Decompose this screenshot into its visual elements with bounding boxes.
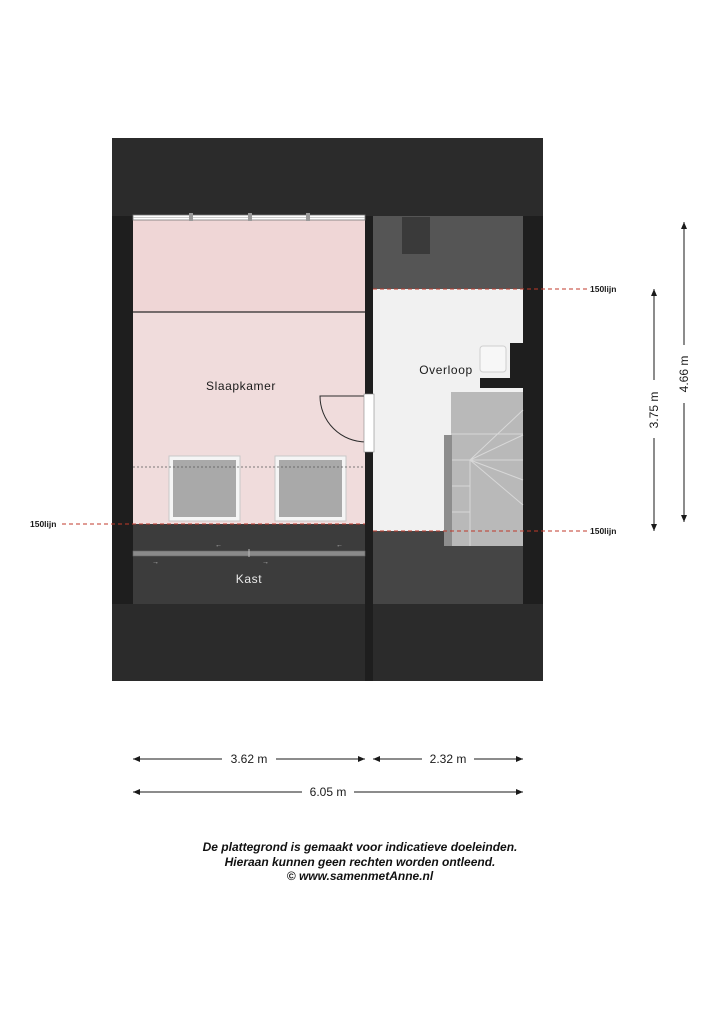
landing-step xyxy=(480,378,523,388)
dimension-width-left xyxy=(133,752,365,766)
dimension-width-total xyxy=(133,785,523,799)
svg-text:←: ← xyxy=(336,542,343,549)
disclaimer-line-1: De plattegrond is gemaakt voor indicatieve doeleinden. xyxy=(202,840,518,854)
landing-low-zone-top xyxy=(373,216,523,289)
dimension-height-outer xyxy=(677,222,691,522)
bedroom-low-zone-bottom xyxy=(133,524,365,604)
svg-text:→: → xyxy=(152,559,159,566)
dimension-height-inner xyxy=(647,289,661,531)
dimension-width-right-label: 2.32 m xyxy=(429,752,467,766)
disclaimer-line-2: Hieraan kunnen geen rechten worden ontleend. xyxy=(224,854,496,869)
chimney xyxy=(402,217,430,254)
door-opening xyxy=(364,394,374,452)
lijn-right-top-label: 150lijn xyxy=(590,284,617,294)
dimension-width-total-label: 6.05 m xyxy=(309,785,347,799)
room-label-bedroom: Slaapkamer xyxy=(205,379,277,393)
room-label-landing: Overloop xyxy=(419,363,473,377)
left-wall xyxy=(112,216,133,604)
bedroom-low-ceiling-zone xyxy=(133,216,365,312)
dimension-height-outer-label: 4.66 m xyxy=(677,355,691,393)
disclaimer-line-3: © www.samenmetAnne.nl xyxy=(286,869,434,883)
disclaimer xyxy=(0,840,720,884)
svg-text:→: → xyxy=(262,559,269,566)
dimension-height-inner-label: 3.75 m xyxy=(647,391,661,429)
right-wall xyxy=(523,216,543,604)
room-label-closet: Kast xyxy=(235,572,263,586)
boiler xyxy=(480,346,506,372)
svg-text:←: ← xyxy=(215,542,222,549)
lijn-right-bottom-label: 150lijn xyxy=(590,526,617,536)
lijn-left-label: 150lijn xyxy=(30,519,57,529)
dimension-width-left-label: 3.62 m xyxy=(230,752,268,766)
dimension-width-right xyxy=(373,752,523,766)
staircase xyxy=(444,392,523,546)
